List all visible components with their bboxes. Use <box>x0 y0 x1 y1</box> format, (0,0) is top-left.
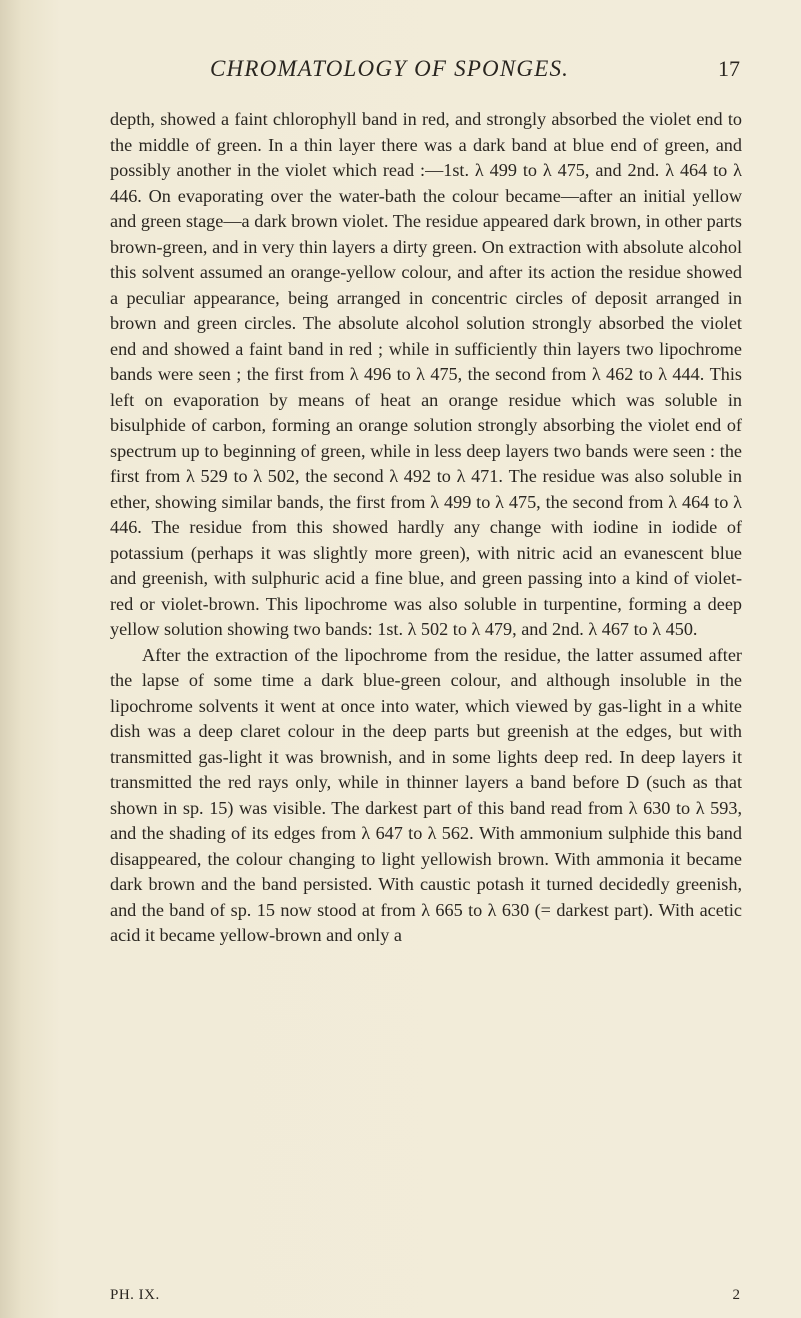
sheet-number: 2 <box>732 1287 740 1303</box>
running-title: CHROMATOLOGY OF SPONGES. <box>210 56 570 81</box>
page-header <box>110 56 740 96</box>
body-text <box>110 107 742 949</box>
page-footer <box>110 1287 740 1311</box>
page-number: 17 <box>718 56 740 81</box>
paragraph-2: After the extraction of the lipochrome from the residue, the latter assumed after the lapse of some time a dark blue-green colour, and although insoluble in the lipochrome solvents it went at once into water, which viewed by gas-light in a white dish was a deep claret colour in the deep parts but greenish at the edges, but with transmitted gas-light it was brownish, and in some lights deep red. In deep layers it transmitted the red rays only, while in thinner layers a band before D (such as that shown in sp. 15) was visible. The darkest part of this band read from λ 630 to λ 593, and the shading of its edges from λ 647 to λ 562. With ammonium sulphide this band disappeared, the colour changing to light yellowish brown. With ammonia it became dark brown and the band persisted. With caustic potash it turned decidedly greenish, and the band of sp. 15 now stood at from λ 665 to λ 630 (= darkest part). With acetic acid it became yellow-brown and only a <box>110 644 742 945</box>
printer-signature: PH. IX. <box>110 1287 160 1303</box>
paragraph-1: depth, showed a faint chlorophyll band in red, and strongly absorbed the violet end to the middle of green. In a thin layer there was a dark band at blue end of green, and possibly another in the violet which read :—1st. λ 499 to λ 475, and 2nd. λ 464 to λ 446. On evaporating over the water-bath the colour became—after an initial yellow and green stage—a dark brown violet. The residue appeared dark brown, in other parts brown-green, and in very thin layers a dirty green. On extraction with absolute alcohol this solvent assumed an orange-yellow colour, and after its action the residue showed a peculiar appearance, being arranged in concentric circles of deposit arranged in brown and green circles. The absolute alcohol solution strongly absorbed the violet end and showed a faint band in red ; while in sufficiently thin layers two lipochrome bands were seen ; the first from λ 496 to λ 475, the second from λ 462 to λ 444. This left on evaporation by means of heat an orange residue which was soluble in bisulphide of carbon, forming an orange solution strongly absorbing the violet end of spectrum up to beginning of green, while in less deep layers two bands were seen : the first from λ 529 to λ 502, the second λ 492 to λ 471. The residue was also soluble in ether, showing similar bands, the first from λ 499 to λ 475, the second from λ 464 to λ 446. The residue from this showed hardly any change with iodine in iodide of potassium (perhaps it was slightly more green), with nitric acid an evanescent blue and greenish, with sulphuric acid a fine blue, and green passing into a kind of violet-red or violet-brown. This lipochrome was also soluble in turpentine, forming a deep yellow solution showing two bands: 1st. λ 502 to λ 479, and 2nd. λ 467 to λ 450. <box>110 109 742 639</box>
